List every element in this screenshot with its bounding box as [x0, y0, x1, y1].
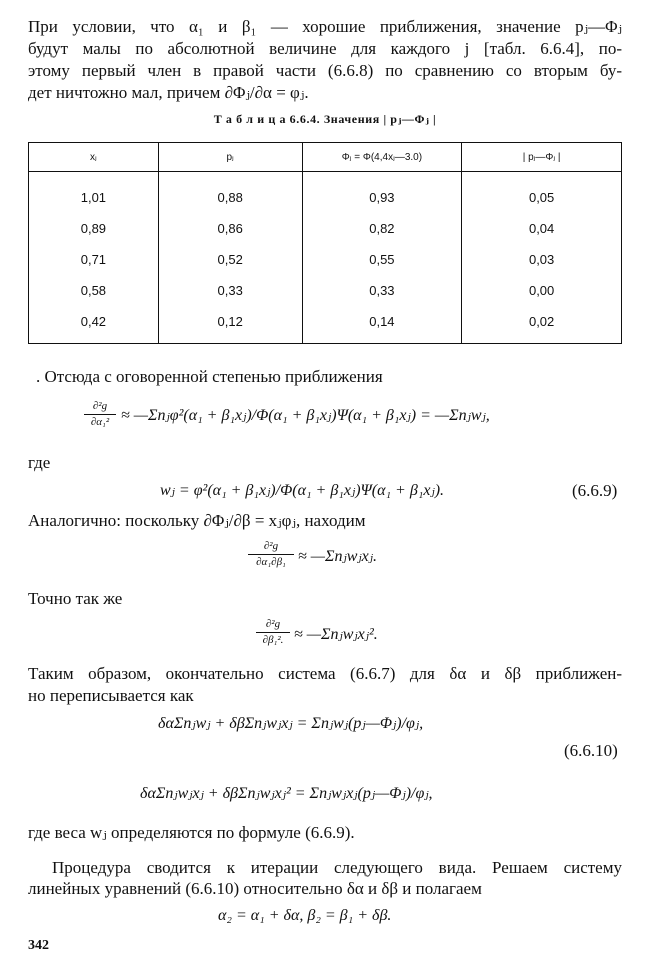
paragraph-1-line-2: будут малы по абсолютной величине для каждого j [табл. 6.6.4], по-: [28, 39, 622, 58]
equation-number-6-6-10: (6.6.10): [564, 741, 618, 760]
equation-second-derivative-beta: ≈ —Σnⱼwⱼxⱼ².: [294, 626, 378, 643]
table-cell: 1,01: [29, 172, 159, 214]
equation-mixed-derivative: ≈ —Σnⱼwⱼxⱼ.: [298, 548, 377, 565]
paragraph-system-line-2: но переписывается как: [28, 686, 194, 705]
text-similarly: Аналогично: поскольку ∂Φⱼ/∂β = xⱼφⱼ, находим: [28, 511, 366, 530]
text-likewise: Точно так же: [28, 589, 123, 608]
fraction-d2g-dbeta2: [256, 618, 290, 647]
table-row: [29, 244, 622, 275]
equation-update: α₂ = α₁ + δα, β₂ = β₁ + δβ.: [218, 907, 392, 924]
equation-number-6-6-9: (6.6.9): [572, 481, 618, 500]
text-weights: где веса wⱼ определяются по формуле (6.6.9).: [28, 823, 355, 842]
equation-second-derivative-alpha: ≈ —Σnⱼφ²(α₁ + β₁xⱼ)/Φ(α₁ + β₁xⱼ)Ψ(α₁ + β₁xⱼ) = —Σnⱼwⱼ,: [121, 407, 490, 424]
table-cell: 0,05: [462, 172, 622, 214]
fraction-denominator: ∂β₁².: [262, 634, 284, 646]
table-cell: 0,82: [302, 213, 462, 244]
fraction-d2g-dalpha-dbeta: [248, 540, 294, 569]
table-cell: 0,00: [462, 275, 622, 306]
fraction-numerator: ∂²g: [263, 540, 279, 552]
fraction-denominator: ∂α₁²: [90, 416, 110, 428]
table-cell: 0,71: [29, 244, 159, 275]
table-header-row: [29, 143, 622, 172]
paragraph-1-line-3: этому первый член в правой части (6.6.8) по сравнению со вторым бу-: [28, 61, 622, 80]
fraction-numerator: ∂²g: [92, 400, 108, 412]
column-header-abs-diff: | pⱼ—Φⱼ |: [462, 143, 622, 172]
table-cell: 0,58: [29, 275, 159, 306]
table-cell: 0,33: [302, 275, 462, 306]
table-cell: 0,88: [158, 172, 302, 214]
fraction-bar: [256, 632, 290, 633]
column-header-x: xⱼ: [29, 143, 159, 172]
table-row: [29, 275, 622, 306]
fraction-numerator: ∂²g: [265, 618, 281, 630]
table-row: [29, 172, 622, 214]
table-cell: 0,52: [158, 244, 302, 275]
fraction-bar: [84, 414, 116, 415]
table-row: [29, 213, 622, 244]
equation-weight-definition: wⱼ = φ²(α₁ + β₁xⱼ)/Φ(α₁ + β₁xⱼ)Ψ(α₁ + β₁xⱼ).: [160, 482, 445, 499]
paragraph-1-line-1: При условии, что α₁ и β₁ — хорошие приближения, значение pⱼ—Φⱼ: [28, 17, 622, 36]
table-cell: 0,93: [302, 172, 462, 214]
table-cell: 0,55: [302, 244, 462, 275]
table-cell: 0,03: [462, 244, 622, 275]
table-cell: 0,12: [158, 306, 302, 344]
values-table: [28, 142, 622, 344]
fraction-bar: [248, 554, 294, 555]
paragraph-procedure-line-2: линейных уравнений (6.6.10) относительно δα и δβ и полагаем: [28, 879, 482, 898]
paragraph-procedure-line-1: Процедура сводится к итерации следующего вида. Решаем систему: [52, 858, 622, 877]
column-header-p: pⱼ: [158, 143, 302, 172]
table-cell: 0,86: [158, 213, 302, 244]
table-cell: 0,04: [462, 213, 622, 244]
table-row: [29, 306, 622, 344]
equation-system-line-2: δαΣnⱼwⱼxⱼ + δβΣnⱼwⱼxⱼ² = Σnⱼwⱼxⱼ(pⱼ—Φⱼ)/φⱼ,: [140, 785, 433, 802]
paragraph-1-line-4: дет ничтожно мал, причем ∂Φⱼ/∂α = φⱼ.: [28, 83, 309, 102]
table-cell: 0,33: [158, 275, 302, 306]
fraction-denominator: ∂α₁∂β₁: [256, 556, 286, 568]
table-cell: 0,02: [462, 306, 622, 344]
paragraph-system-line-1: Таким образом, окончательно система (6.6.7) для δα и δβ приближен-: [28, 664, 622, 683]
page-number: 342: [28, 938, 49, 953]
table-cell: 0,42: [29, 306, 159, 344]
table-cell: 0,14: [302, 306, 462, 344]
text-hence: . Отсюда с оговоренной степенью приближения: [36, 367, 383, 386]
text-where: где: [28, 453, 51, 472]
table-cell: 0,89: [29, 213, 159, 244]
equation-system-line-1: δαΣnⱼwⱼ + δβΣnⱼwⱼxⱼ = Σnⱼwⱼ(pⱼ—Φⱼ)/φⱼ,: [158, 715, 424, 732]
table-caption: Т а б л и ц а 6.6.4. Значения | pⱼ—Φⱼ |: [213, 112, 437, 126]
column-header-phi: Φⱼ = Φ(4,4xⱼ—3.0): [302, 143, 462, 172]
fraction-d2g-dalpha2: [84, 400, 116, 429]
